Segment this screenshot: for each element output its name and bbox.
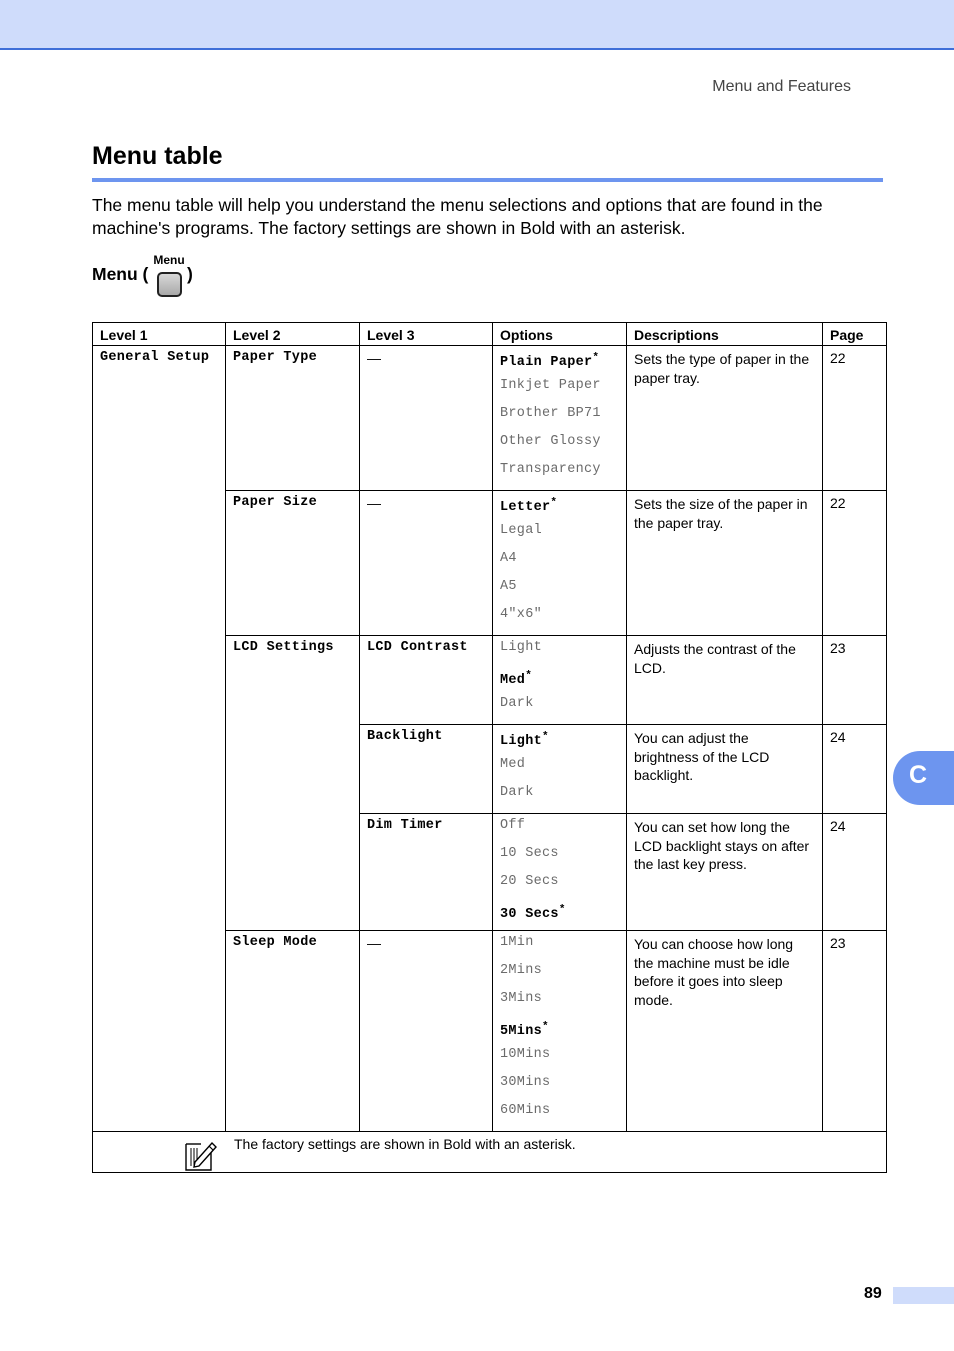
page-cell: 24 [823,725,887,814]
level3-cell: — [360,491,493,636]
table-row [93,346,887,491]
header-options: Options [493,323,627,346]
option: 1Min [500,935,534,950]
level2-cell: LCD Settings [226,636,360,931]
option: A5 [500,579,517,594]
option: A4 [500,551,517,566]
running-title: Menu and Features [712,78,851,95]
option: Transparency [500,462,601,477]
page-cell: 23 [823,931,887,1132]
menu-heading-close: ) [187,264,193,284]
header-level1: Level 1 [93,323,226,346]
top-band [0,0,954,50]
menu-key-label: Menu [153,253,185,267]
menu-key-icon [150,253,188,299]
header-page: Page [823,323,887,346]
options-cell [493,346,627,491]
note-row [93,1132,887,1173]
menu-button-icon [157,272,182,297]
level3-cell: Dim Timer [360,814,493,931]
option: Off [500,818,526,833]
option: 3Mins [500,991,543,1006]
page-cell: 24 [823,814,887,931]
page-number-band [893,1287,954,1304]
option: Dark [500,696,534,711]
level3-cell: Backlight [360,725,493,814]
option-default: Letter * [500,495,620,523]
option: 60Mins [500,1103,551,1118]
option: Dark [500,785,534,800]
option: Brother BP71 [500,406,601,421]
level1-cell: General Setup [93,346,226,1132]
option-default: Light * [500,729,620,757]
title-rule [92,178,883,182]
page-number: 89 [864,1285,882,1302]
menu-heading: Menu ( [92,264,149,284]
options-cell [493,931,627,1132]
option: Light [500,640,543,655]
menu-table [92,322,887,1173]
level2-cell: Paper Type [226,346,360,491]
chapter-tab [893,751,954,805]
note-cell [93,1132,887,1173]
description-cell: Adjusts the contrast of the LCD. [627,636,823,725]
level2-cell: Paper Size [226,491,360,636]
option-default: 30 Secs * [500,902,620,930]
option: 10Mins [500,1047,551,1062]
level2-cell: Sleep Mode [226,931,360,1132]
option: Inkjet Paper [500,378,601,393]
option-default: Plain Paper * [500,350,620,378]
level3-cell: — [360,931,493,1132]
level3-cell: — [360,346,493,491]
options-cell [493,491,627,636]
description-cell: You can adjust the brightness of the LCD backlight. [627,725,823,814]
option: 30Mins [500,1075,551,1090]
header-descriptions: Descriptions [627,323,823,346]
options-cell [493,636,627,725]
page-cell: 23 [823,636,887,725]
header-level3: Level 3 [360,323,493,346]
header-level2: Level 2 [226,323,360,346]
description-cell: You can choose how long the machine must be idle before it goes into sleep mode. [627,931,823,1132]
page-cell: 22 [823,346,887,491]
option-default: Med * [500,668,620,696]
option: Med [500,757,526,772]
description-cell: Sets the type of paper in the paper tray. [627,346,823,491]
chapter-letter: C [909,761,928,789]
options-cell [493,725,627,814]
option-default: 5Mins * [500,1019,620,1047]
level3-cell: LCD Contrast [360,636,493,725]
page-cell: 22 [823,491,887,636]
note-pencil-icon [183,1138,217,1172]
options-cell [493,814,627,931]
note-text: The factory settings are shown in Bold with an asterisk. [234,1136,576,1152]
option: Legal [500,523,543,538]
description-cell: You can set how long the LCD backlight stays on after the last key press. [627,814,823,931]
option: Other Glossy [500,434,601,449]
intro-paragraph: The menu table will help you understand the menu selections and options that are found in the machine's programs. The factory settings are shown in Bold with an asterisk. [92,195,823,238]
option: 4"x6" [500,607,543,622]
page-title: Menu table [92,142,223,170]
table-header-row [93,323,887,346]
option: 20 Secs [500,874,559,889]
description-cell: Sets the size of the paper in the paper tray. [627,491,823,636]
option: 10 Secs [500,846,559,861]
option: 2Mins [500,963,543,978]
